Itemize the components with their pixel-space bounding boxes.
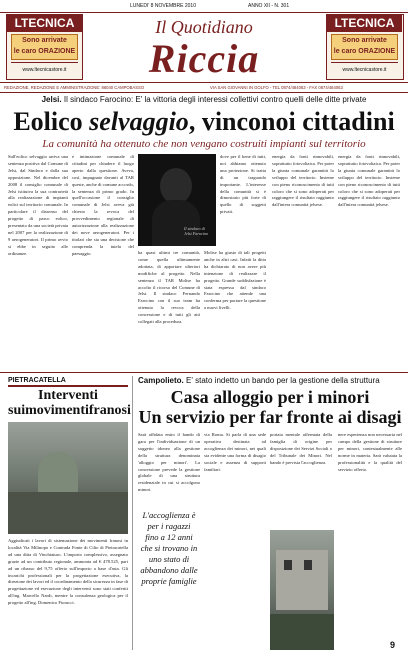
main-column-1: Sull'eolico selvaggio arriva una sentenza positiva dal Comune di Jelsi, dal Sindaco e dalla sua opposizione. Nel dicembre del 2008 il consiglio comunale di Jelsi istituiva la sua contrarietà alla realizzazione di impianti eolici sul territorio comunale. In particolare il dissenso del progetto di parco eolico, presentato da una società privata nel 2007 per la realizzazione di 9 aerogeneratori. Il primo avvio si ebbe in seguito alle ordinanze.: [8, 154, 68, 256]
page-number: 9: [390, 640, 396, 650]
right-kicker: Campolieto. E' stato indetto un bando per la gestione della struttura: [138, 376, 380, 385]
mayor-photo: [138, 154, 216, 246]
right-column-1: Sarà affidata entro il bando di gara per l'individuazione di un soggetto idoneo alla gestione della struttura denominata 'alloggio per minori'. La concessione prevede la gestione globale di una struttura residenziale in cui si accolgono minori.: [138, 432, 200, 493]
logo-brand: LTECNICA: [7, 15, 82, 32]
contact-right: VIA SAN GIOVANNI IN GOLFO - TEL 0874/484063 - FAX 0874/484063: [210, 85, 343, 90]
title-name: Riccia: [148, 36, 260, 81]
right-column-2: via Roma. Si parla di una sede operativa destinata ad accoglienza dei minori, nei quali sia evidente una forma di disagio sociale e assenza di supporti familiari.: [204, 432, 266, 472]
right-column-4: nere esperienza non necessaria nel campo della gestione di strutture per minori, contestualmente alle norme in materia. Sarà valutata la professionalità e la qualità del servizio offerto.: [338, 432, 402, 472]
main-column-7: energia da fonti rinnovabili, soprattutto fotovoltaica. Per poter la giunta comunale garantirà lo sviluppo del territorio. Insieme con pieno riconoscimento di tutti coloro che si sono adoperati per raggiungere il risultato raggiunto dall'intera comunità jelsese.: [338, 154, 400, 208]
landslide-photo: [8, 422, 128, 534]
main-column-4: Molise ha giusto di tali progetti anche in altri casi. Infatti la ditta ha dichiarato di non avere più intenzione di realizzare il progetto. Grande soddisfazione è stata espressa dal sindaco Farocino che attende una conferma per portare la questione a nuovi livelli.: [204, 250, 266, 311]
main-column-2: e intimazione comunale di cittadini per chiudere il luogo aperto dalla questione. Aveva, così, impugnato davanti al TAR queste, anche di comune accordo, la sentenza di primo grado. In quell'occasione il consiglio comunale di Jelsi aveva già chiesto la revoca del provvedimento regionale di autorizzazione alla realizzazione dei nove aerogeneratori. Per i titolari che sia una decisione che comprenda la tutela del paesaggio.: [72, 154, 134, 256]
logo-tagline: Sono arrivate le caro ORAZIONE: [11, 34, 78, 60]
contact-left: REDAZIONE, REDAZIONE E AMMINISTRAZIONE: 86040 CAMPOBASSO: [4, 85, 145, 90]
building-photo: [270, 530, 334, 650]
photo-caption: Il sindaco di Jelsi Farocino: [184, 226, 209, 236]
sponsor-logo-right: [326, 14, 404, 80]
newspaper-title: [132, 16, 276, 88]
main-column-3: ha quasi ultimi tre comunità, come quella ultimamente adottata, di apportare ulteriori modifiche al progetto. Nella sentenza il TAR Molise ha accolto il ricorso del Comune di Jelsi. Il sindaco Fernando Farocino con il suo team ha ottenuto la revoca della concessione e di tutti gli atti collegati alla procedura.: [138, 250, 200, 325]
section-divider: [0, 372, 408, 373]
main-column-6: energia da fonti rinnovabili, soprattutto fotovoltaica. Per poter la giunta comunale garantirà lo sviluppo del territorio. Insieme con pieno riconoscimento di tutti coloro che si sono adoperati per raggiungere il risultato raggiunto dall'intera comunità jelsese.: [272, 154, 334, 208]
date-bar: [0, 0, 408, 13]
main-column-5: dove per il bene di tutti, noi abbiamo ottenuto una protezione. Si tratta di un traguardo importante. L'interesse della comunità si è dimostrato più forte di quello di soggetti privati.: [220, 154, 266, 215]
column-divider: [132, 376, 133, 650]
right-headline-1: Casa alloggio per i minori: [170, 387, 370, 407]
left-body: Aggiudicati i lavori di sistemazione dei movimenti franosi in località Via Milinopo e Contrada Fonte di Cilio di Pietracatella ad una ditta di Vinchiaturo. L'importo complessivo, assegnato grazie ad un contributo regionale, ammonta ad € 478.525, pari ad un ribasso del 9,75 offerto sull'importo a base d'asta. Gli incarichi professionali per la progettazione esecutiva, la direzione dei lavori ed il coordinamento della sicurezza in fase di progettazione ed esecuzione degli interventi sono stati conferiti all'ing. Marcello Nardi, mentre la consulenza geologica per il progetto all'ing. Domenico Fiorucci.: [8, 538, 128, 606]
logo-footer: www.ltecnicastore.it: [11, 62, 78, 77]
main-headline: Eolico selvaggio, vinconoi cittadini: [13, 107, 395, 136]
sponsor-logo-left: [6, 14, 83, 80]
logo-brand: LTECNICA: [327, 15, 402, 32]
issue-date: LUNEDI' 8 NOVEMBRE 2010: [130, 3, 196, 9]
section-label-pietracatella: PIETRACATELLA: [8, 376, 128, 387]
logo-footer: www.ltecnicastore.it: [331, 62, 398, 77]
left-headline: Interventi suimovimentifranosi: [8, 388, 131, 418]
logo-tagline: Sono arrivate le caro ORAZIONE: [331, 34, 398, 60]
contact-strip: [0, 82, 408, 93]
right-column-3: portata mentale affermata della famiglia di origine per disposizione dei Servizi Sociali o del Tribunale dei Minori. Nel bando è prevista l'accoglienza.: [270, 432, 332, 465]
title-prefix: Il Quotidiano: [155, 17, 253, 37]
issue-number: ANNO XII - N. 301: [248, 3, 290, 9]
main-kicker: Jelsi. Il sindaco Farocino: E' la vittoria degli interessi collettivi contro quelli delle ditte private: [41, 95, 367, 104]
main-subhead: La comunità ha ottenuto che non vengano costruiti impianti sul territorio: [42, 138, 366, 150]
right-headline-2: Un servizio per far fronte ai disagi: [138, 407, 402, 427]
pull-quote: L'accoglienza è per i ragazzi fino a 12 anni che si trovano in uno stato di abbandono dalle proprie famiglie: [140, 510, 198, 586]
